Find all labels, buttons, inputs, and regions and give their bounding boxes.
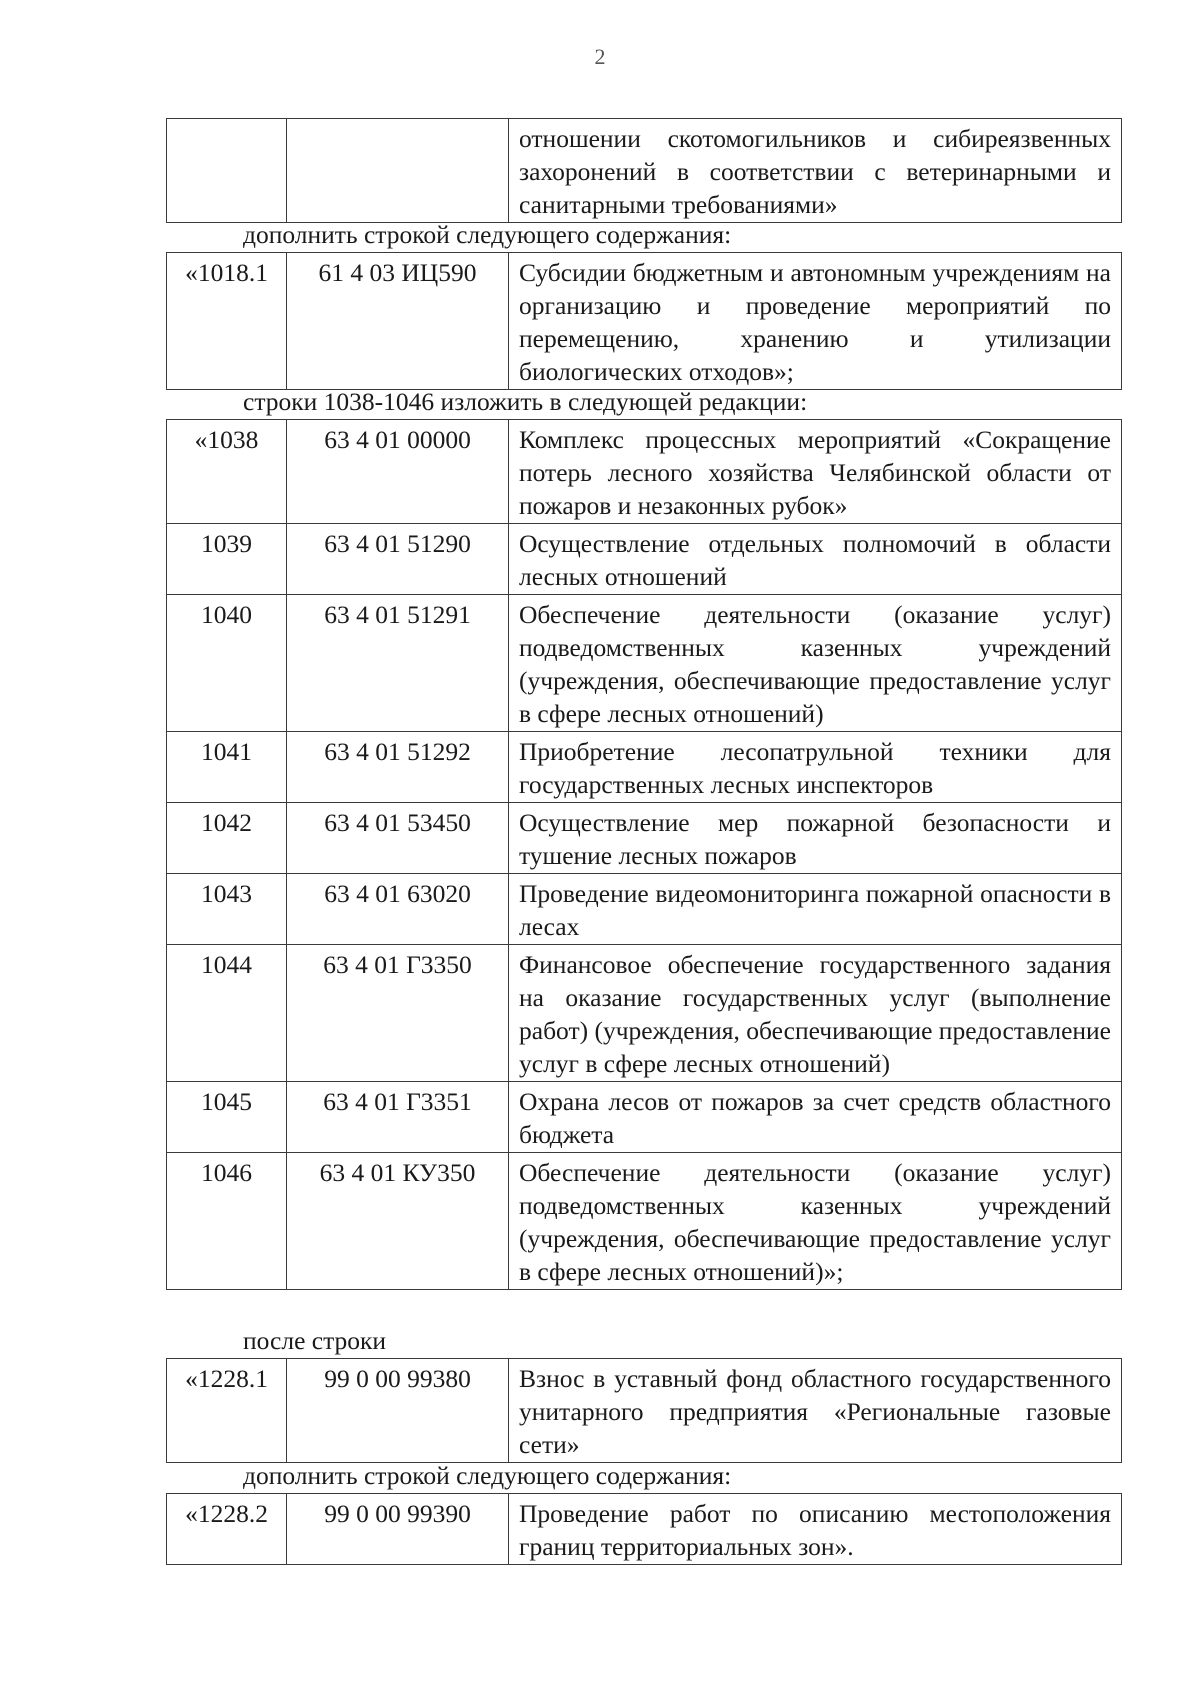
table-row xyxy=(167,1153,1122,1290)
row-description: Финансовое обеспечение государственного задания на оказание государственных услуг (выполнение работ) (учреждения, обеспечивающие предоставление услуг в сфере лесных отношений) xyxy=(509,945,1122,1082)
row-code: 63 4 01 51290 xyxy=(287,524,509,595)
table-row xyxy=(167,1082,1122,1153)
row-description: Осуществление мер пожарной безопасности и тушение лесных пожаров xyxy=(509,803,1122,874)
budget-table-1228-2 xyxy=(166,1493,1122,1565)
row-code: 63 4 01 Г3350 xyxy=(287,945,509,1082)
table-row xyxy=(167,945,1122,1082)
budget-table-1228-1 xyxy=(166,1358,1122,1463)
row-number: «1228.2 xyxy=(167,1494,287,1565)
row-description: Осуществление отдельных полномочий в области лесных отношений xyxy=(509,524,1122,595)
row-code: 63 4 01 53450 xyxy=(287,803,509,874)
page-number: 2 xyxy=(594,44,606,69)
row-description: Обеспечение деятельности (оказание услуг) подведомственных казенных учреждений (учреждения, обеспечивающие предоставление услуг в сфере лесных отношений) xyxy=(509,595,1122,732)
budget-table-continuation xyxy=(166,118,1122,223)
row-code: 99 0 00 99380 xyxy=(287,1359,509,1463)
instruction-text: строки 1038-1046 изложить в следующей редакции: xyxy=(243,387,808,416)
table-row xyxy=(167,1359,1122,1463)
row-number: 1040 xyxy=(167,595,287,732)
table-row xyxy=(167,803,1122,874)
row-number: 1045 xyxy=(167,1082,287,1153)
instruction-text: дополнить строкой следующего содержания: xyxy=(243,220,732,249)
row-code: 63 4 01 КУ350 xyxy=(287,1153,509,1290)
row-code xyxy=(287,119,509,223)
row-number: «1038 xyxy=(167,420,287,524)
table-row xyxy=(167,1494,1122,1565)
row-code: 63 4 01 Г3351 xyxy=(287,1082,509,1153)
budget-table-1038-1046 xyxy=(166,419,1122,1290)
row-number: 1043 xyxy=(167,874,287,945)
row-description: Проведение работ по описанию местоположения границ территориальных зон». xyxy=(509,1494,1122,1565)
row-number: 1042 xyxy=(167,803,287,874)
row-description: Обеспечение деятельности (оказание услуг) подведомственных казенных учреждений (учреждения, обеспечивающие предоставление услуг в сфере лесных отношений)»; xyxy=(509,1153,1122,1290)
row-code: 99 0 00 99390 xyxy=(287,1494,509,1565)
row-description: Комплекс процессных мероприятий «Сокращение потерь лесного хозяйства Челябинской области от пожаров и незаконных рубок» xyxy=(509,420,1122,524)
row-description: Субсидии бюджетным и автономным учреждениям на организацию и проведение мероприятий по перемещению, хранению и утилизации биологических отходов»; xyxy=(509,253,1122,390)
row-description: Взнос в уставный фонд областного государственного унитарного предприятия «Региональные газовые сети» xyxy=(509,1359,1122,1463)
row-description: Охрана лесов от пожаров за счет средств областного бюджета xyxy=(509,1082,1122,1153)
row-description: Приобретение лесопатрульной техники для государственных лесных инспекторов xyxy=(509,732,1122,803)
row-number: 1046 xyxy=(167,1153,287,1290)
row-code: 63 4 01 00000 xyxy=(287,420,509,524)
instruction-text: после строки xyxy=(243,1326,387,1355)
row-number: 1044 xyxy=(167,945,287,1082)
row-code: 63 4 01 51292 xyxy=(287,732,509,803)
instruction-text: дополнить строкой следующего содержания: xyxy=(243,1461,732,1490)
table-row xyxy=(167,732,1122,803)
table-row xyxy=(167,420,1122,524)
table-row xyxy=(167,874,1122,945)
table-row xyxy=(167,253,1122,390)
row-description: Проведение видеомониторинга пожарной опасности в лесах xyxy=(509,874,1122,945)
table-row xyxy=(167,595,1122,732)
row-number: 1039 xyxy=(167,524,287,595)
row-code: 63 4 01 63020 xyxy=(287,874,509,945)
table-row xyxy=(167,524,1122,595)
row-description: отношении скотомогильников и сибиреязвенных захоронений в соответствии с ветеринарными и санитарными требованиями» xyxy=(509,119,1122,223)
row-code: 61 4 03 ИЦ590 xyxy=(287,253,509,390)
row-number xyxy=(167,119,287,223)
row-number: 1041 xyxy=(167,732,287,803)
row-code: 63 4 01 51291 xyxy=(287,595,509,732)
row-number: «1018.1 xyxy=(167,253,287,390)
budget-table-1018 xyxy=(166,252,1122,390)
row-number: «1228.1 xyxy=(167,1359,287,1463)
table-row xyxy=(167,119,1122,223)
